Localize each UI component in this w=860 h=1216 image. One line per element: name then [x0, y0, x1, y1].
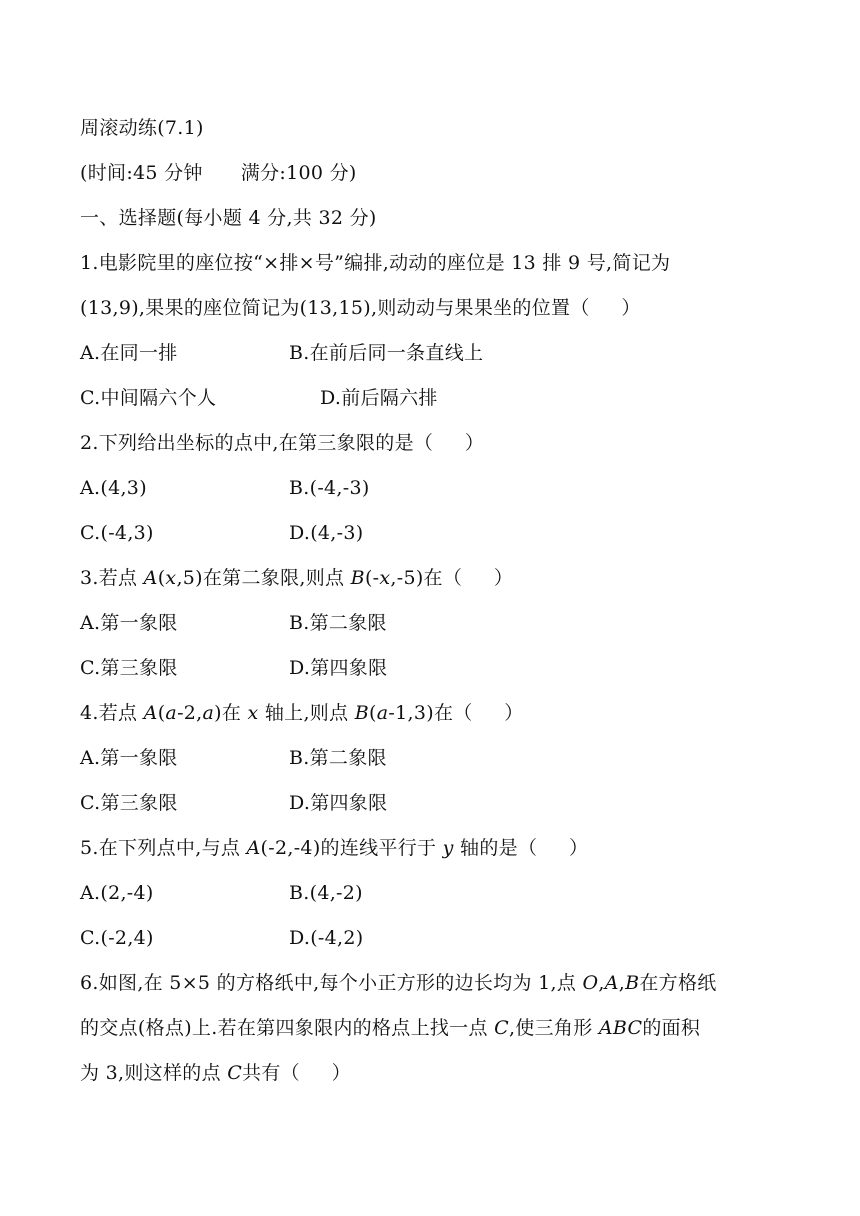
question-5-line-1	[80, 836, 588, 860]
q2-option-d: D.(4,-3)	[289, 522, 364, 544]
q4-text: -2,	[177, 702, 203, 724]
q6-text: 为 3,则这样的点	[80, 1062, 228, 1084]
q4-text: 轴上,则点	[258, 702, 355, 724]
q5-var: y	[442, 837, 454, 859]
q5-text: (-2,-4)的连线平行于	[260, 837, 443, 859]
q3-text: 3.若点	[80, 567, 144, 589]
q3-var: B	[350, 567, 365, 589]
q3-var: A	[143, 567, 158, 589]
q6-var: C	[227, 1062, 243, 1084]
q4-var: a	[165, 702, 178, 724]
q4-option-b: B.第二象限	[289, 747, 387, 769]
q5-var: A	[246, 837, 261, 859]
q4-text: 4.若点	[80, 702, 144, 724]
q3-text: (	[157, 567, 166, 589]
question-2-line-1: 2.下列给出坐标的点中,在第三象限的是（ ）	[80, 432, 485, 454]
q2-option-a: A.(4,3)	[80, 477, 147, 499]
q1-option-c: C.中间隔六个人	[80, 387, 217, 409]
q6-text: ,	[618, 972, 626, 994]
q5-text: 5.在下列点中,与点	[80, 837, 247, 859]
q3-text: ,5)在第二象限,则点	[176, 567, 351, 589]
question-6-line-2	[80, 1016, 700, 1040]
q3-option-a: A.第一象限	[80, 612, 178, 634]
q6-text: 的面积	[642, 1017, 701, 1039]
q5-option-b: B.(4,-2)	[289, 882, 363, 904]
question-1-line-2: (13,9),果果的座位简记为(13,15),则动动与果果坐的位置（ ）	[80, 297, 641, 319]
q4-text: (	[369, 702, 377, 724]
q2-option-b: B.(-4,-3)	[289, 477, 370, 499]
q5-option-c: C.(-2,4)	[80, 927, 154, 949]
q1-option-b: B.在前后同一条直线上	[289, 342, 484, 364]
q6-text: 共有（ ）	[242, 1062, 351, 1084]
q6-text: 在方格纸	[639, 972, 717, 994]
question-6-line-3	[80, 1061, 351, 1085]
q6-var: O	[582, 972, 599, 994]
q6-var: B	[625, 972, 640, 994]
q6-var: ABC	[598, 1017, 643, 1039]
question-3-line-1	[80, 566, 513, 590]
worksheet-title: 周滚动练(7.1)	[80, 117, 204, 139]
q2-option-c: C.(-4,3)	[80, 522, 154, 544]
q3-var: x	[379, 567, 391, 589]
q3-option-d: D.第四象限	[289, 657, 388, 679]
q4-option-c: C.第三象限	[80, 792, 178, 814]
q4-text: (	[157, 702, 166, 724]
q6-text: ,	[598, 972, 605, 994]
q5-option-d: D.(-4,2)	[289, 927, 364, 949]
q4-text: )在	[214, 702, 248, 724]
q5-text: 轴的是（ ）	[453, 837, 589, 859]
q6-var: A	[604, 972, 619, 994]
q3-option-c: C.第三象限	[80, 657, 178, 679]
question-1-line-1: 1.电影院里的座位按“×排×号”编排,动动的座位是 13 排 9 号,简记为	[80, 252, 671, 274]
q4-var: a	[202, 702, 215, 724]
q4-var: A	[143, 702, 158, 724]
q4-var: B	[354, 702, 370, 724]
q4-var: x	[247, 702, 259, 724]
q4-option-a: A.第一象限	[80, 747, 178, 769]
q1-option-d: D.前后隔六排	[320, 387, 438, 409]
question-6-line-1	[80, 971, 717, 995]
section-heading: 一、选择题(每小题 4 分,共 32 分)	[80, 207, 377, 229]
q6-text: 6.如图,在 5×5 的方格纸中,每个小正方形的边长均为 1,点	[80, 972, 583, 994]
q4-var: a	[376, 702, 389, 724]
q4-text: -1,3)在（ ）	[388, 702, 524, 724]
q3-var: x	[165, 567, 177, 589]
time-and-score-info: (时间:45 分钟 满分:100 分)	[80, 162, 357, 184]
q3-text: (-	[364, 567, 380, 589]
q3-text: ,-5)在（ ）	[390, 567, 514, 589]
question-4-line-1	[80, 701, 524, 725]
q6-text: ,使三角形	[508, 1017, 599, 1039]
q6-var: C	[494, 1017, 509, 1039]
q6-text: 的交点(格点)上.若在第四象限内的格点上找一点	[80, 1017, 495, 1039]
q3-option-b: B.第二象限	[289, 612, 387, 634]
q4-option-d: D.第四象限	[289, 792, 388, 814]
q1-option-a: A.在同一排	[80, 342, 178, 364]
q5-option-a: A.(2,-4)	[80, 882, 154, 904]
